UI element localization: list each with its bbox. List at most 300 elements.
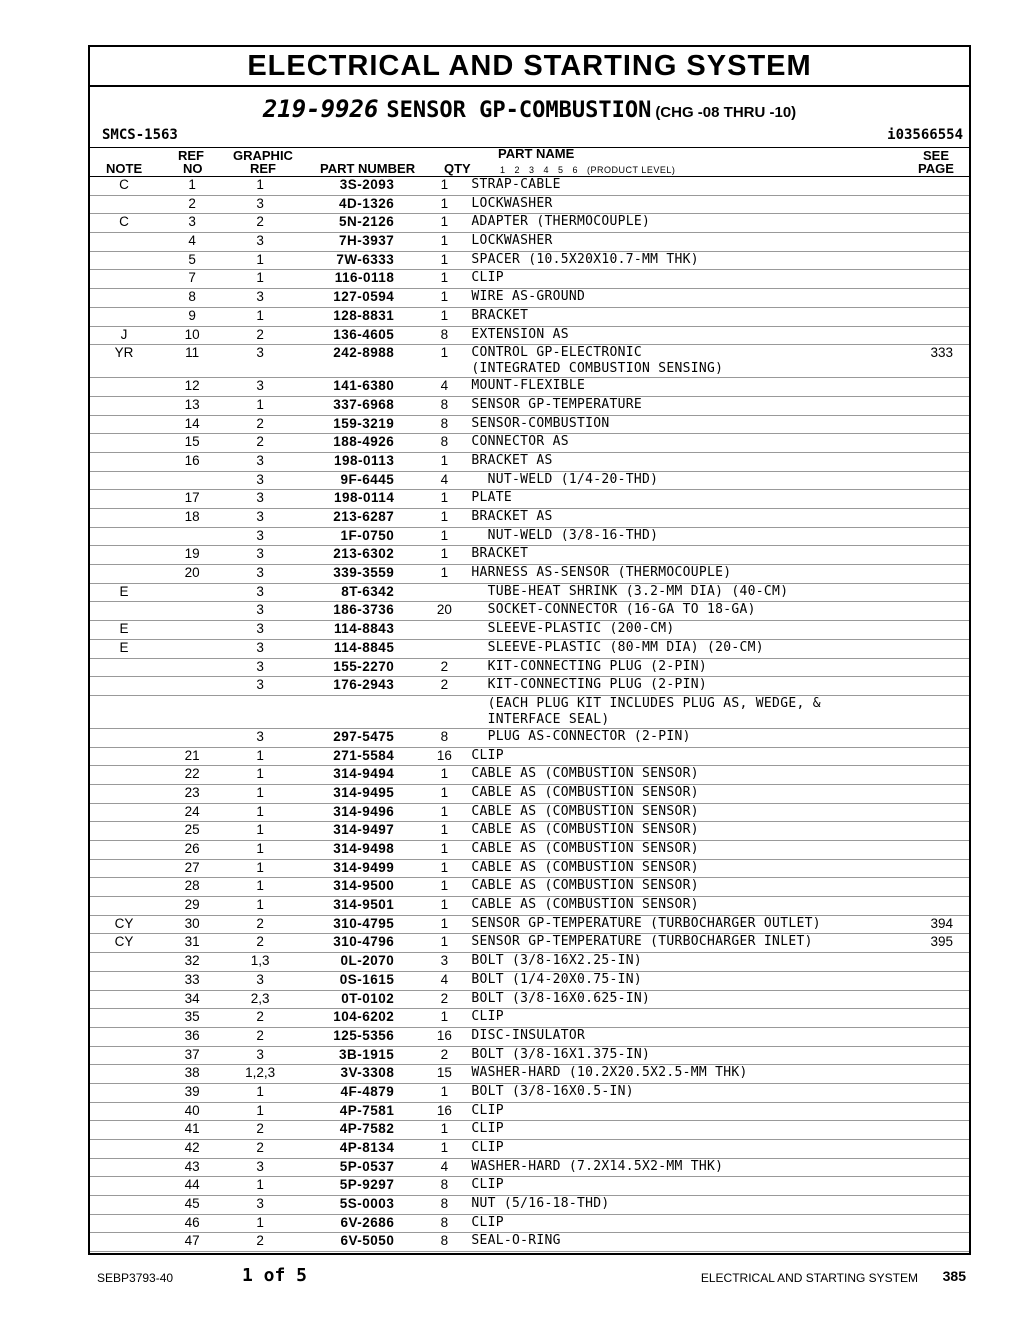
ref-cell: 38 <box>158 1065 226 1084</box>
part-number-cell: 114-8845 <box>294 639 420 658</box>
see-page-cell <box>889 1196 969 1215</box>
qty-cell: 1 <box>420 195 468 214</box>
graphic-ref-cell: 1 <box>226 822 294 841</box>
table-row <box>90 1214 969 1233</box>
qty-cell: 1 <box>420 565 468 584</box>
table-row <box>90 195 969 214</box>
graphic-ref-cell: 3 <box>226 490 294 509</box>
table-row <box>90 953 969 972</box>
table-row <box>90 527 969 546</box>
graphic-ref-cell: 3 <box>226 452 294 471</box>
graphic-ref-cell: 3 <box>226 621 294 640</box>
note-cell <box>90 233 158 252</box>
part-number-cell: 6V-2686 <box>294 1214 420 1233</box>
qty-cell: 1 <box>420 934 468 953</box>
part-name-cell: WASHER-HARD (10.2X20.5X2.5-MM THK) <box>468 1065 888 1084</box>
ref-cell: 3 <box>158 214 226 233</box>
ref-cell <box>158 583 226 602</box>
ref-cell <box>158 695 226 728</box>
ref-cell: 27 <box>158 859 226 878</box>
part-number-cell: 5S-0003 <box>294 1196 420 1215</box>
note-cell <box>90 1196 158 1215</box>
part-number-cell: 310-4795 <box>294 915 420 934</box>
see-page-cell <box>889 1065 969 1084</box>
table-row <box>90 1102 969 1121</box>
table-row <box>90 345 969 378</box>
part-number-cell: 0S-1615 <box>294 971 420 990</box>
part-number-cell: 5P-0537 <box>294 1158 420 1177</box>
table-row <box>90 583 969 602</box>
note-cell <box>90 471 158 490</box>
see-page-cell <box>889 509 969 528</box>
ref-cell: 21 <box>158 747 226 766</box>
part-name-cell: NUT (5/16-18-THD) <box>468 1196 888 1215</box>
qty-cell: 8 <box>420 434 468 453</box>
part-name-cell: CLIP <box>468 1214 888 1233</box>
part-number-cell: 7H-3937 <box>294 233 420 252</box>
ref-cell: 30 <box>158 915 226 934</box>
part-number-cell: 4P-7581 <box>294 1102 420 1121</box>
note-cell <box>90 509 158 528</box>
page-footer <box>0 1263 1020 1293</box>
part-number-cell: 198-0114 <box>294 490 420 509</box>
note-cell <box>90 971 158 990</box>
graphic-ref-cell: 3 <box>226 289 294 308</box>
qty-cell: 8 <box>420 1233 468 1252</box>
part-number-cell: 114-8843 <box>294 621 420 640</box>
part-name-cell: BOLT (3/8-16X0.625-IN) <box>468 990 888 1009</box>
see-page-cell <box>889 1233 969 1252</box>
part-name-cell: PLUG AS-CONNECTOR (2-PIN) <box>468 728 888 747</box>
table-row <box>90 1065 969 1084</box>
part-number-cell: 9F-6445 <box>294 471 420 490</box>
part-number-cell: 297-5475 <box>294 728 420 747</box>
group-number: 219-9926 <box>262 95 379 123</box>
table-row <box>90 766 969 785</box>
note-cell <box>90 728 158 747</box>
ref-cell: 26 <box>158 841 226 860</box>
table-row <box>90 452 969 471</box>
see-page-cell <box>889 1027 969 1046</box>
note-cell: C <box>90 214 158 233</box>
part-number-cell: 141-6380 <box>294 378 420 397</box>
see-page-cell: 394 <box>889 915 969 934</box>
ref-cell: 43 <box>158 1158 226 1177</box>
graphic-ref-cell: 3 <box>226 195 294 214</box>
part-name-cell: SEAL-O-RING <box>468 1233 888 1252</box>
qty-cell: 4 <box>420 378 468 397</box>
footer-page-of: 1 of 5 <box>242 1265 308 1286</box>
note-cell <box>90 270 158 289</box>
part-number-cell: 271-5584 <box>294 747 420 766</box>
note-cell <box>90 546 158 565</box>
part-name-cell: EXTENSION AS <box>468 326 888 345</box>
graphic-ref-cell: 2 <box>226 1027 294 1046</box>
part-number-cell <box>294 695 420 728</box>
part-name-cell: SLEEVE-PLASTIC (200-CM) <box>468 621 888 640</box>
see-page-cell <box>889 289 969 308</box>
see-page-cell <box>889 415 969 434</box>
note-cell <box>90 897 158 916</box>
part-number-cell: 128-8831 <box>294 307 420 326</box>
part-name-cell: CLIP <box>468 1177 888 1196</box>
smcs-row <box>90 123 969 148</box>
part-name-cell: TUBE-HEAT SHRINK (3.2-MM DIA) (40-CM) <box>468 583 888 602</box>
note-cell <box>90 658 158 677</box>
see-page-cell <box>889 177 969 195</box>
note-cell <box>90 1158 158 1177</box>
see-page-cell <box>889 233 969 252</box>
see-page-cell <box>889 621 969 640</box>
ref-cell: 46 <box>158 1214 226 1233</box>
see-page-cell <box>889 1140 969 1159</box>
graphic-ref-cell: 1 <box>226 396 294 415</box>
part-number-cell: 7W-6333 <box>294 251 420 270</box>
part-name-cell: NUT-WELD (3/8-16-THD) <box>468 527 888 546</box>
graphic-ref-cell: 1 <box>226 766 294 785</box>
part-number-cell: 314-9497 <box>294 822 420 841</box>
table-row <box>90 1177 969 1196</box>
table-row <box>90 546 969 565</box>
note-cell: C <box>90 177 158 195</box>
note-cell <box>90 1102 158 1121</box>
graphic-ref-cell: 1 <box>226 307 294 326</box>
note-cell <box>90 1233 158 1252</box>
table-row <box>90 639 969 658</box>
note-cell <box>90 1083 158 1102</box>
part-name-cell: WASHER-HARD (7.2X14.5X2-MM THK) <box>468 1158 888 1177</box>
qty-cell: 1 <box>420 307 468 326</box>
see-page-cell <box>889 953 969 972</box>
part-number-cell: 314-9496 <box>294 803 420 822</box>
graphic-ref-cell: 3 <box>226 378 294 397</box>
part-name-cell: CABLE AS (COMBUSTION SENSOR) <box>468 897 888 916</box>
part-number-cell: 186-3736 <box>294 602 420 621</box>
note-cell <box>90 251 158 270</box>
graphic-ref-cell: 3 <box>226 1158 294 1177</box>
table-row <box>90 415 969 434</box>
col-see: SEE <box>923 148 950 163</box>
table-row <box>90 289 969 308</box>
ref-cell: 1 <box>158 177 226 195</box>
qty-cell: 1 <box>420 509 468 528</box>
part-number-cell: 4D-1326 <box>294 195 420 214</box>
qty-cell: 1 <box>420 1083 468 1102</box>
note-cell <box>90 1027 158 1046</box>
note-cell <box>90 878 158 897</box>
qty-cell: 1 <box>420 177 468 195</box>
note-cell <box>90 953 158 972</box>
part-name-cell: CONTROL GP-ELECTRONIC (INTEGRATED COMBUSTION SENSING) <box>468 345 888 378</box>
table-row <box>90 1196 969 1215</box>
see-page-cell <box>889 434 969 453</box>
note-cell <box>90 1065 158 1084</box>
part-number-cell: 3B-1915 <box>294 1046 420 1065</box>
see-page-cell <box>889 878 969 897</box>
graphic-ref-cell: 1 <box>226 897 294 916</box>
qty-cell: 1 <box>420 822 468 841</box>
table-row <box>90 1121 969 1140</box>
table-row <box>90 471 969 490</box>
qty-cell: 4 <box>420 1158 468 1177</box>
note-cell <box>90 677 158 696</box>
qty-cell: 1 <box>420 1140 468 1159</box>
table-row <box>90 621 969 640</box>
qty-cell: 1 <box>420 490 468 509</box>
qty-cell: 8 <box>420 1196 468 1215</box>
see-page-cell <box>889 546 969 565</box>
smcs-code: SMCS-1563 <box>102 127 178 143</box>
note-cell <box>90 307 158 326</box>
see-page-cell <box>889 766 969 785</box>
qty-cell: 16 <box>420 1027 468 1046</box>
note-cell: YR <box>90 345 158 378</box>
see-page-cell: 333 <box>889 345 969 378</box>
graphic-ref-cell: 2 <box>226 1009 294 1028</box>
table-row <box>90 1027 969 1046</box>
ref-cell: 31 <box>158 934 226 953</box>
part-name-cell: SENSOR-COMBUSTION <box>468 415 888 434</box>
part-name-cell: SLEEVE-PLASTIC (80-MM DIA) (20-CM) <box>468 639 888 658</box>
ref-cell: 4 <box>158 233 226 252</box>
note-cell <box>90 289 158 308</box>
ref-cell: 17 <box>158 490 226 509</box>
see-page-cell <box>889 1102 969 1121</box>
see-page-cell <box>889 1083 969 1102</box>
qty-cell: 1 <box>420 915 468 934</box>
note-cell <box>90 859 158 878</box>
note-cell: E <box>90 621 158 640</box>
graphic-ref-cell: 3 <box>226 658 294 677</box>
qty-cell: 1 <box>420 841 468 860</box>
part-name-cell: CLIP <box>468 270 888 289</box>
graphic-ref-cell: 2 <box>226 1140 294 1159</box>
qty-cell: 8 <box>420 1214 468 1233</box>
part-name-cell: CLIP <box>468 1102 888 1121</box>
ref-cell: 40 <box>158 1102 226 1121</box>
qty-cell: 1 <box>420 859 468 878</box>
col-graphic: GRAPHIC <box>233 148 293 163</box>
ref-cell: 11 <box>158 345 226 378</box>
qty-cell: 16 <box>420 747 468 766</box>
see-page-cell <box>889 822 969 841</box>
table-row <box>90 728 969 747</box>
ref-cell: 45 <box>158 1196 226 1215</box>
part-number-cell: 242-8988 <box>294 345 420 378</box>
part-name-cell: CABLE AS (COMBUSTION SENSOR) <box>468 803 888 822</box>
graphic-ref-cell: 1 <box>226 803 294 822</box>
table-row <box>90 602 969 621</box>
qty-cell <box>420 639 468 658</box>
graphic-ref-cell: 1 <box>226 251 294 270</box>
qty-cell: 15 <box>420 1065 468 1084</box>
qty-cell: 1 <box>420 233 468 252</box>
note-cell <box>90 434 158 453</box>
see-page-cell <box>889 971 969 990</box>
note-cell <box>90 415 158 434</box>
note-cell: E <box>90 639 158 658</box>
part-name-cell: SOCKET-CONNECTOR (16-GA TO 18-GA) <box>468 602 888 621</box>
note-cell <box>90 841 158 860</box>
see-page-cell <box>889 326 969 345</box>
graphic-ref-cell: 3 <box>226 677 294 696</box>
part-number-cell: 4P-7582 <box>294 1121 420 1140</box>
graphic-ref-cell: 3 <box>226 1046 294 1065</box>
col-qty: QTY <box>444 161 471 176</box>
qty-cell <box>420 695 468 728</box>
qty-cell: 1 <box>420 527 468 546</box>
note-cell <box>90 803 158 822</box>
graphic-ref-cell: 1 <box>226 784 294 803</box>
part-number-cell: 5P-9297 <box>294 1177 420 1196</box>
graphic-ref-cell: 3 <box>226 527 294 546</box>
table-row <box>90 1009 969 1028</box>
table-row <box>90 396 969 415</box>
part-number-cell: 5N-2126 <box>294 214 420 233</box>
table-row <box>90 565 969 584</box>
ref-cell: 9 <box>158 307 226 326</box>
col-ref: REF <box>178 148 204 163</box>
qty-cell: 8 <box>420 1177 468 1196</box>
table-row <box>90 695 969 728</box>
part-number-cell: 125-5356 <box>294 1027 420 1046</box>
ref-cell: 39 <box>158 1083 226 1102</box>
table-row <box>90 214 969 233</box>
graphic-ref-cell: 3 <box>226 546 294 565</box>
part-number-cell: 213-6287 <box>294 509 420 528</box>
ref-cell: 15 <box>158 434 226 453</box>
ref-cell <box>158 658 226 677</box>
table-row <box>90 1083 969 1102</box>
ref-cell: 5 <box>158 251 226 270</box>
part-name-cell: BRACKET <box>468 307 888 326</box>
part-number-cell: 3S-2093 <box>294 177 420 195</box>
part-name-cell: CABLE AS (COMBUSTION SENSOR) <box>468 822 888 841</box>
qty-cell: 4 <box>420 471 468 490</box>
graphic-ref-cell: 1 <box>226 841 294 860</box>
ref-cell: 16 <box>158 452 226 471</box>
graphic-ref-cell: 3 <box>226 233 294 252</box>
part-name-cell: DISC-INSULATOR <box>468 1027 888 1046</box>
part-number-cell: 314-9499 <box>294 859 420 878</box>
ref-cell: 14 <box>158 415 226 434</box>
part-number-cell: 127-0594 <box>294 289 420 308</box>
column-header <box>90 148 969 177</box>
graphic-ref-cell: 1,3 <box>226 953 294 972</box>
note-cell <box>90 378 158 397</box>
ref-cell: 35 <box>158 1009 226 1028</box>
graphic-ref-cell: 3 <box>226 583 294 602</box>
qty-cell: 1 <box>420 289 468 308</box>
see-page-cell <box>889 307 969 326</box>
qty-cell: 1 <box>420 784 468 803</box>
graphic-ref-cell: 1,2,3 <box>226 1065 294 1084</box>
graphic-ref-cell <box>226 695 294 728</box>
ref-cell: 33 <box>158 971 226 990</box>
table-row <box>90 971 969 990</box>
table-row <box>90 1046 969 1065</box>
see-page-cell <box>889 1214 969 1233</box>
ref-cell: 37 <box>158 1046 226 1065</box>
part-name-cell: SENSOR GP-TEMPERATURE (TURBOCHARGER OUTLET) <box>468 915 888 934</box>
parts-table <box>90 177 969 1252</box>
ref-cell <box>158 471 226 490</box>
ref-cell <box>158 621 226 640</box>
graphic-ref-cell: 1 <box>226 1102 294 1121</box>
part-name-cell: BOLT (3/8-16X0.5-IN) <box>468 1083 888 1102</box>
see-page-cell <box>889 747 969 766</box>
part-number-cell: 0L-2070 <box>294 953 420 972</box>
ref-cell: 36 <box>158 1027 226 1046</box>
graphic-ref-cell: 3 <box>226 1196 294 1215</box>
part-name-cell: BOLT (1/4-20X0.75-IN) <box>468 971 888 990</box>
part-number-cell: 314-9494 <box>294 766 420 785</box>
part-name-cell: SPACER (10.5X20X10.7-MM THK) <box>468 251 888 270</box>
graphic-ref-cell: 1 <box>226 859 294 878</box>
graphic-ref-cell: 2 <box>226 915 294 934</box>
ref-cell: 8 <box>158 289 226 308</box>
note-cell <box>90 565 158 584</box>
table-row <box>90 490 969 509</box>
see-page-cell <box>889 602 969 621</box>
see-page-cell <box>889 565 969 584</box>
graphic-ref-cell: 3 <box>226 471 294 490</box>
ref-cell: 12 <box>158 378 226 397</box>
graphic-ref-cell: 3 <box>226 971 294 990</box>
part-number-cell: 314-9501 <box>294 897 420 916</box>
qty-cell: 1 <box>420 1121 468 1140</box>
ref-cell <box>158 527 226 546</box>
see-page-cell <box>889 396 969 415</box>
part-name-cell: NUT-WELD (1/4-20-THD) <box>468 471 888 490</box>
part-name-cell: LOCKWASHER <box>468 195 888 214</box>
qty-cell: 1 <box>420 1009 468 1028</box>
note-cell <box>90 1214 158 1233</box>
qty-cell: 1 <box>420 546 468 565</box>
col-page: PAGE <box>918 161 954 176</box>
ref-cell: 20 <box>158 565 226 584</box>
see-page-cell <box>889 1121 969 1140</box>
see-page-cell <box>889 583 969 602</box>
col-product-levels: 1 2 3 4 5 6 (PRODUCT LEVEL) <box>500 165 676 175</box>
qty-cell: 1 <box>420 251 468 270</box>
part-name-cell: STRAP-CABLE <box>468 177 888 195</box>
col-graphic-ref: REF <box>250 161 276 176</box>
ref-cell: 7 <box>158 270 226 289</box>
part-number-cell: 1F-0750 <box>294 527 420 546</box>
qty-cell: 20 <box>420 602 468 621</box>
note-cell <box>90 490 158 509</box>
see-page-cell <box>889 452 969 471</box>
see-page-cell <box>889 1177 969 1196</box>
part-name-cell: CABLE AS (COMBUSTION SENSOR) <box>468 841 888 860</box>
graphic-ref-cell: 3 <box>226 728 294 747</box>
qty-cell: 3 <box>420 953 468 972</box>
see-page-cell <box>889 214 969 233</box>
ref-cell <box>158 602 226 621</box>
part-number-cell: 188-4926 <box>294 434 420 453</box>
part-name-cell: CABLE AS (COMBUSTION SENSOR) <box>468 766 888 785</box>
graphic-ref-cell: 2 <box>226 1233 294 1252</box>
table-row <box>90 509 969 528</box>
table-row <box>90 270 969 289</box>
part-number-cell: 314-9498 <box>294 841 420 860</box>
graphic-ref-cell: 1 <box>226 177 294 195</box>
ref-cell: 2 <box>158 195 226 214</box>
part-name-cell: ADAPTER (THERMOCOUPLE) <box>468 214 888 233</box>
qty-cell: 1 <box>420 803 468 822</box>
group-name: SENSOR GP-COMBUSTION <box>386 98 652 123</box>
